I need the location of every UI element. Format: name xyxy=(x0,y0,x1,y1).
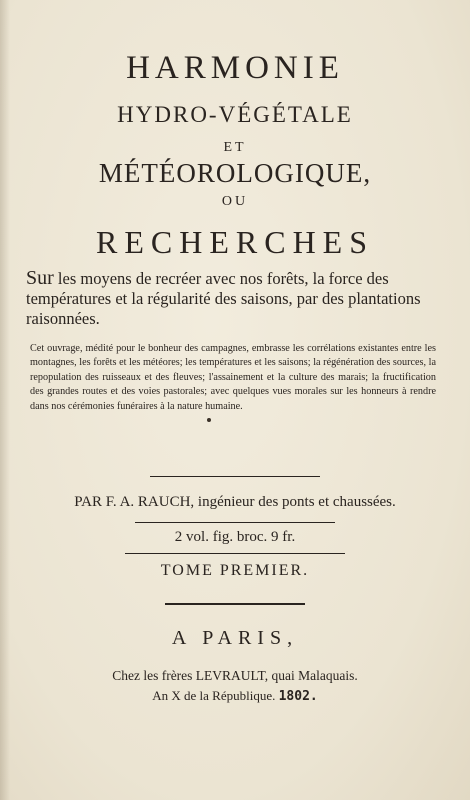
imprint-city: A PARIS, xyxy=(171,627,299,649)
title-line-ou: OU xyxy=(221,194,249,209)
subtitle-text: les moyens de recréer avec nos forêts, la force des températures et la régularité des saisons, par des plantations raisonnées. xyxy=(26,269,421,328)
divider-rule-thick xyxy=(165,603,305,605)
imprint-date xyxy=(0,688,470,704)
title-line-recherches: RECHERCHES xyxy=(95,224,375,260)
divider-rule xyxy=(125,553,345,554)
handwritten-year: 1802. xyxy=(278,689,318,704)
volume-line: TOME PREMIER. xyxy=(160,562,310,579)
ornament-dot xyxy=(207,418,211,422)
imprint-date-text: An X de la République. xyxy=(152,688,276,703)
divider-rule xyxy=(150,476,320,477)
subtitle xyxy=(26,268,436,329)
imprint-publisher: Chez les frères LEVRAULT, quai Malaquais. xyxy=(112,668,358,683)
divider-rule xyxy=(135,522,335,523)
title-line-hydro-vegetale: HYDRO-VÉGÉTALE xyxy=(117,102,353,127)
author-line: PAR F. A. RAUCH, ingénieur des ponts et chaussées. xyxy=(74,494,396,510)
price-line: 2 vol. fig. broc. 9 fr. xyxy=(174,529,296,545)
title-line-et: ET xyxy=(223,140,247,155)
subtitle-cap: Sur xyxy=(26,267,54,289)
title-line-harmonie: HARMONIE xyxy=(126,50,344,86)
title-line-meteorologique: MÉTÉOROLOGIQUE, xyxy=(98,158,372,188)
description-paragraph: Cet ouvrage, médité pour le bonheur des campagnes, embrasse les corrélations existantes entre les montagnes, les forêts et les météores; les températures et les saisons; la régénération des sources, la repopulation des ruisseaux et des fleuves; l'assainement et la culture des marais; la fructification des grandes routes et des voies pastorales; avec quelques vues morales sur les honneurs à rendre dans nos cérémonies funéraires à la nature humaine. xyxy=(30,343,436,412)
